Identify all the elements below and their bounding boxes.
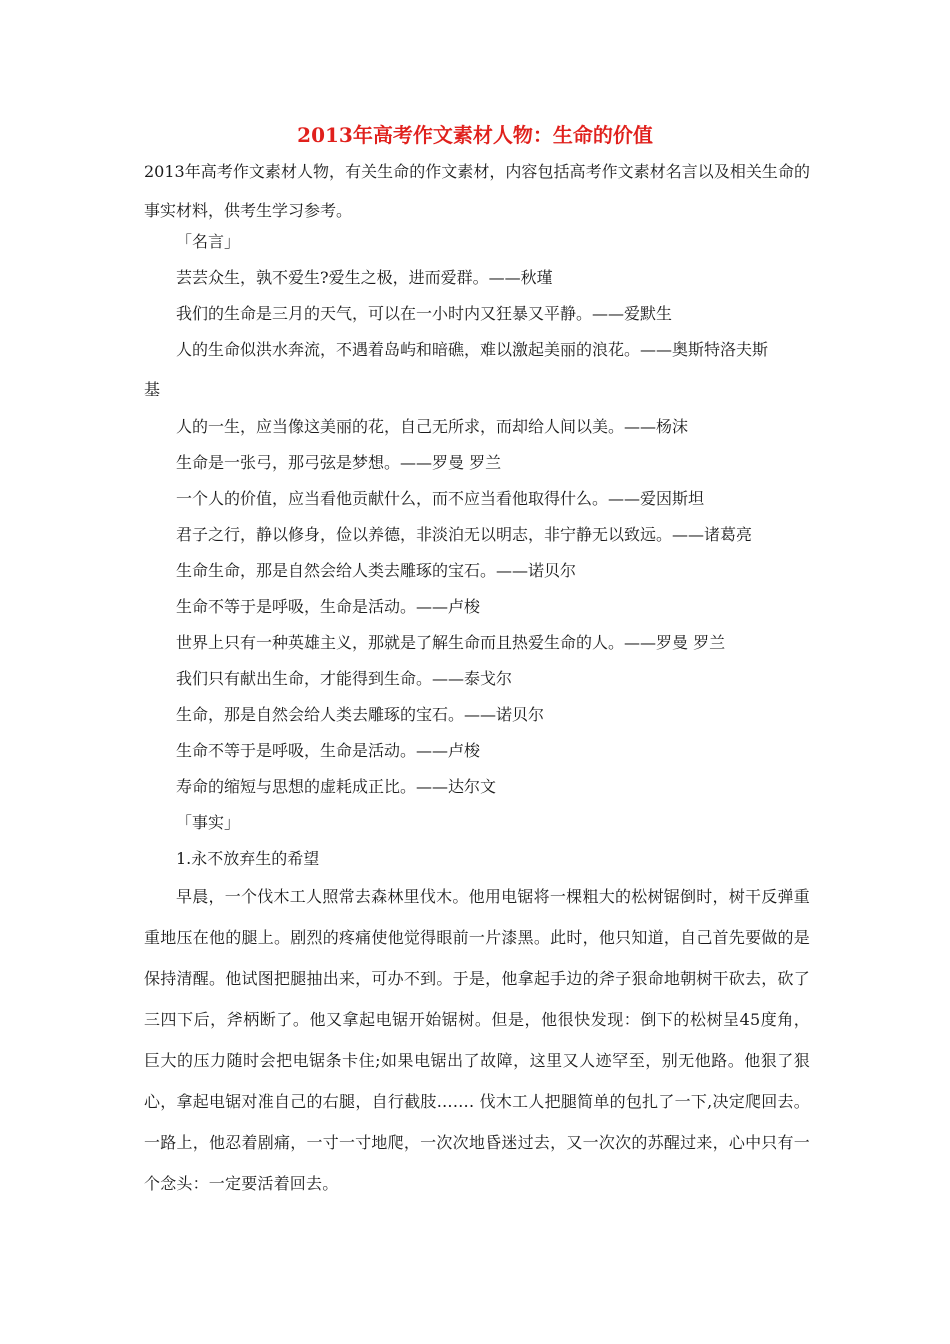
document-title: 2013年高考作文素材人物：生命的价值 — [297, 123, 653, 147]
quote-line: 生命，那是自然会给人类去雕琢的宝石。——诺贝尔 — [176, 705, 545, 724]
quote-line: 生命不等于是呼吸，生命是活动。——卢梭 — [176, 597, 481, 616]
quote-line: 芸芸众生，孰不爱生?爱生之极，进而爱群。——秋瑾 — [176, 268, 553, 287]
facts-heading: 「事实」 — [176, 813, 241, 832]
quote-line: 我们只有献出生命，才能得到生命。——泰戈尔 — [176, 669, 513, 688]
quote-line: 一个人的价值，应当看他贡献什么，而不应当看他取得什么。——爱因斯坦 — [176, 489, 705, 508]
fact-title: 1.永不放弃生的希望 — [176, 849, 320, 868]
quote-line: 君子之行，静以修身，俭以养德，非淡泊无以明志，非宁静无以致远。——诸葛亮 — [176, 525, 753, 544]
quote-line: 世界上只有一种英雄主义，那就是了解生命而且热爱生命的人。——罗曼 罗兰 — [176, 633, 726, 652]
quote-line: 生命不等于是呼吸，生命是活动。——卢梭 — [176, 741, 481, 760]
quote-line: 生命是一张弓，那弓弦是梦想。——罗曼 罗兰 — [176, 453, 502, 472]
quote-line: 生命生命，那是自然会给人类去雕琢的宝石。——诺贝尔 — [176, 561, 577, 580]
fact-paragraph: 早晨，一个伐木工人照常去森林里伐木。他用电锯将一棵粗大的松树锯倒时，树干反弹重重地压在他的腿上。剧烈的疼痛使他觉得眼前一片漆黑。此时，他只知道，自己首先要做的是保持清醒。他试图把腿抽出来，可办不到。于是，他拿起手边的斧子狠命地朝树干砍去，砍了三四下后，斧柄断了。他又拿起电锯开始锯树。但是，他很快发现：倒下的松树呈45度角，巨大的压力随时会把电锯条卡住;如果电锯出了故障，这里又人迹罕至，别无他路。他狠了狠心，拿起电锯对准自己的右腿，自行截肢……. 伐木工人把腿简单的包扎了一下,决定爬回去。一路上，他忍着剧痛，一寸一寸地爬，一次次地昏迷过去，又一次次的苏醒过来，心中只有一个念头：一定要活着回去。 — [144, 887, 810, 1193]
quotes-heading: 「名言」 — [176, 232, 241, 251]
quote-line: 人的生命似洪水奔流，不遇着岛屿和暗礁，难以激起美丽的浪花。——奥斯特洛夫斯 — [176, 340, 769, 359]
quote-line: 我们的生命是三月的天气，可以在一小时内又狂暴又平静。——爱默生 — [176, 304, 673, 323]
quote-line-continuation: 基 — [144, 380, 161, 399]
intro-paragraph: 2013年高考作文素材人物，有关生命的作文素材，内容包括高考作文素材名言以及相关生命的事实材料，供考生学习参考。 — [144, 162, 810, 220]
quote-line: 寿命的缩短与思想的虚耗成正比。——达尔文 — [176, 777, 497, 796]
quote-line: 人的一生，应当像这美丽的花，自己无所求，而却给人间以美。——杨沫 — [176, 417, 689, 436]
